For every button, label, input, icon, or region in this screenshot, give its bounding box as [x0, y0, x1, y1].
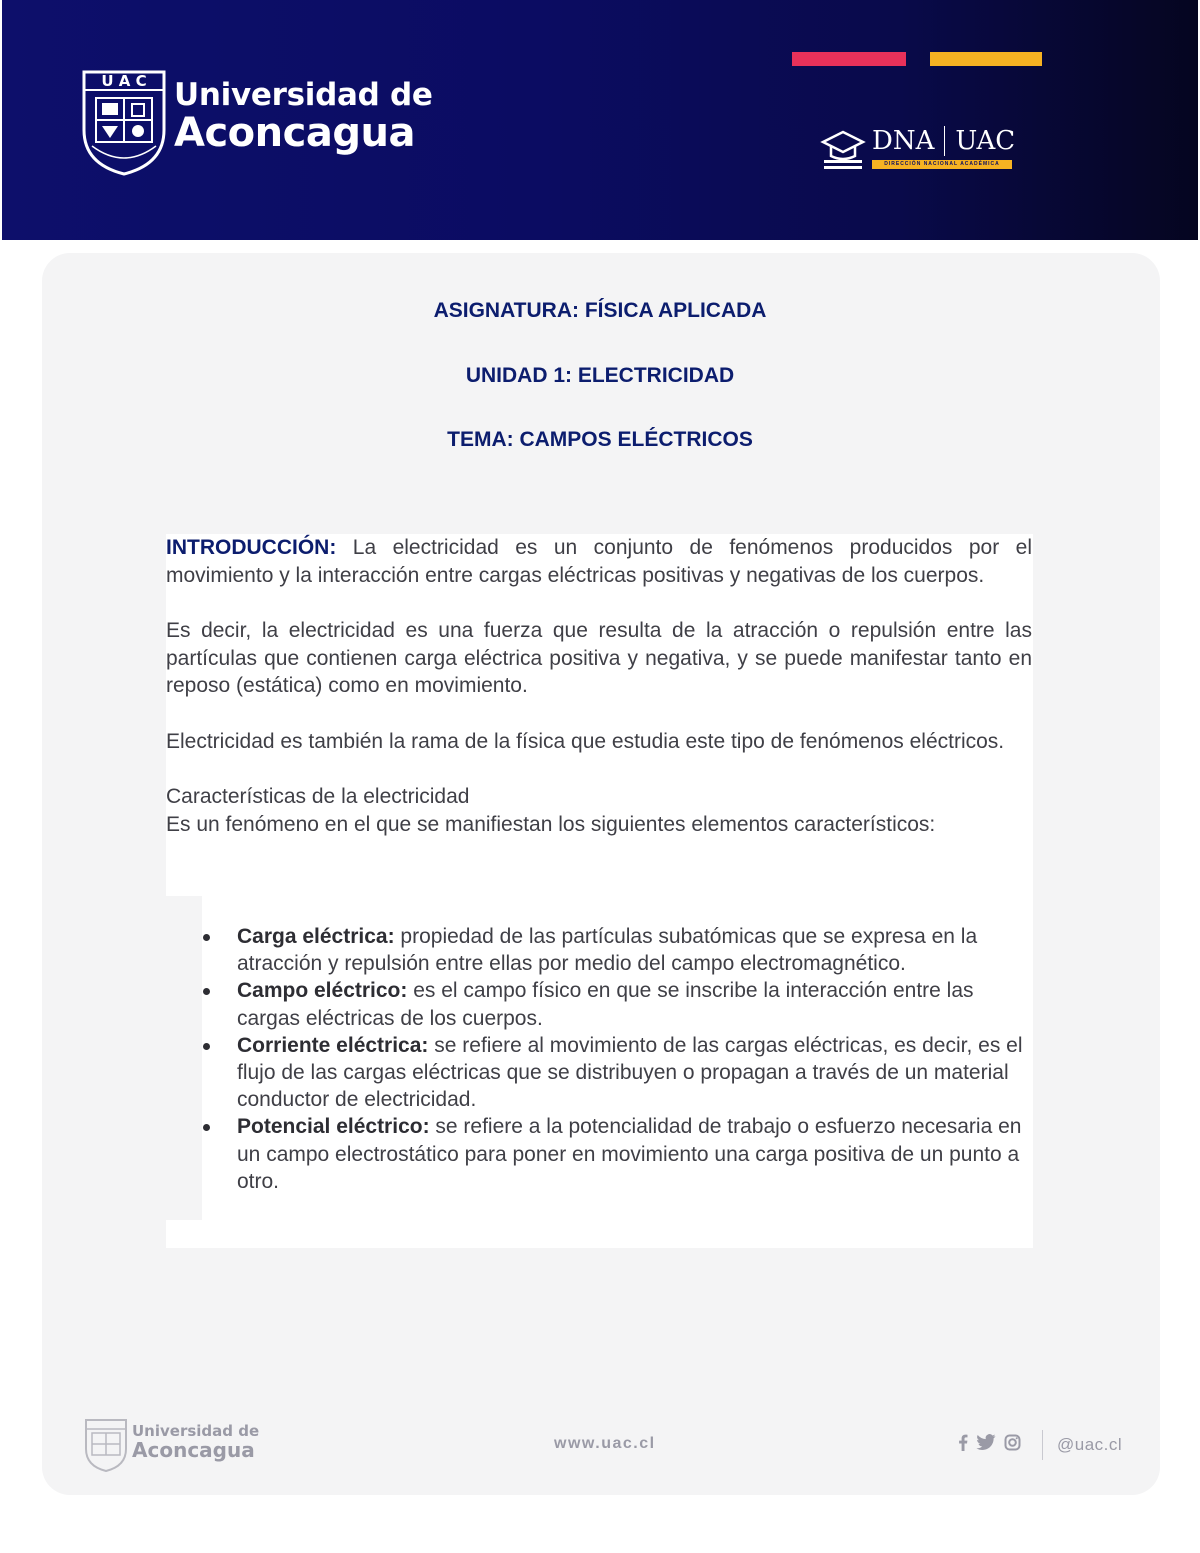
section-intro: Es un fenómeno en el que se manifiestan los siguientes elementos característicos:: [166, 812, 936, 836]
list-item: [200, 977, 1030, 1031]
bullet-term: Campo eléctrico:: [237, 979, 408, 1003]
facebook-icon[interactable]: [958, 1434, 968, 1451]
instagram-icon[interactable]: [1004, 1434, 1021, 1451]
footer-university-name: [132, 1424, 259, 1460]
social-icons: [958, 1434, 1021, 1451]
subject-heading: ASIGNATURA: FÍSICA APLICADA: [433, 299, 767, 322]
intro-text: La electricidad es un conjunto de fenómenos producidos por el movimiento y la interacción entre cargas eléctricas positivas y negativas de los cuerpos.: [166, 536, 1032, 587]
list-item: [200, 923, 1030, 977]
footer-social-handle[interactable]: @uac.cl: [1057, 1435, 1123, 1454]
bullet-icon: [203, 1124, 210, 1131]
list-item: [200, 1032, 1030, 1114]
bullet-text: se refiere a la potencialidad de trabajo o esfuerzo necesaria en un campo electrostático para poner en movimiento una carga positiva de un punto a otro.: [237, 1115, 1022, 1193]
university-name: [174, 77, 433, 156]
bullet-icon: [203, 1043, 210, 1050]
accent-bar-yellow: [930, 52, 1042, 66]
bullet-text: es el campo físico en que se inscribe la interacción entre las cargas eléctricas de los cuerpos.: [237, 979, 974, 1030]
bullet-icon: [203, 988, 210, 995]
bullet-term: Corriente eléctrica:: [237, 1033, 429, 1057]
footer-divider: [1042, 1430, 1043, 1460]
text-area-indent: [166, 896, 202, 1220]
footer-crest-icon: [84, 1418, 128, 1472]
section-title: Características de la electricidad: [166, 785, 470, 808]
dna-logo: [872, 126, 1015, 156]
accent-bar-red: [792, 52, 906, 66]
university-name-line2: Aconcagua: [174, 110, 415, 156]
bullet-term: Carga eléctrica:: [237, 925, 395, 948]
header-banner: [2, 0, 1198, 240]
university-name-line1: Universidad de: [174, 77, 433, 113]
university-crest-icon: [80, 68, 168, 176]
topic-heading: TEMA: CAMPOS ELÉCTRICOS: [447, 428, 753, 451]
list-item: [200, 1113, 1030, 1195]
dna-logo-left: DNA: [872, 126, 935, 156]
footer-name-line2: Aconcagua: [132, 1438, 255, 1462]
bullet-term: Potencial eléctrico:: [237, 1115, 430, 1139]
graduation-cap-icon: [820, 128, 866, 172]
intro-label: INTRODUCCIÓN:: [166, 536, 337, 559]
characteristics-list: [200, 923, 1030, 1195]
bullet-icon: [203, 934, 210, 941]
paragraph-3: Electricidad es también la rama de la física que estudia este tipo de fenómenos eléctricos.: [166, 729, 1005, 753]
unit-heading: UNIDAD 1: ELECTRICIDAD: [465, 364, 735, 387]
body-text: [166, 534, 1032, 838]
paragraph-2: Es decir, la electricidad es una fuerza que resulta de la atracción o repulsión entre las partículas que contienen carga eléctrica positiva y negativa, y se puede manifestar tanto en reposo (estática) como en movimiento.: [166, 619, 1032, 697]
footer-name-line1: Universidad de: [132, 1422, 260, 1440]
bullet-text: se refiere al movimiento de las cargas eléctricas, es decir, es el flujo de las cargas eléctricas que se distribuyen o propagan a través de un material conductor de electricidad.: [237, 1033, 1023, 1112]
intro-paragraph: [166, 534, 1032, 589]
dna-subtitle: DIRECCIÓN NACIONAL ACADÉMICA: [872, 160, 1012, 169]
bullet-text: propiedad de las partículas subatómicas que se expresa en la atracción y repulsión entre ellas por medio del campo electromagnético.: [237, 925, 978, 976]
twitter-icon[interactable]: [976, 1434, 996, 1451]
footer-website-link[interactable]: www.uac.cl: [554, 1435, 656, 1452]
dna-logo-right: UAC: [955, 126, 1016, 156]
svg-text:U A C: U A C: [101, 72, 147, 90]
